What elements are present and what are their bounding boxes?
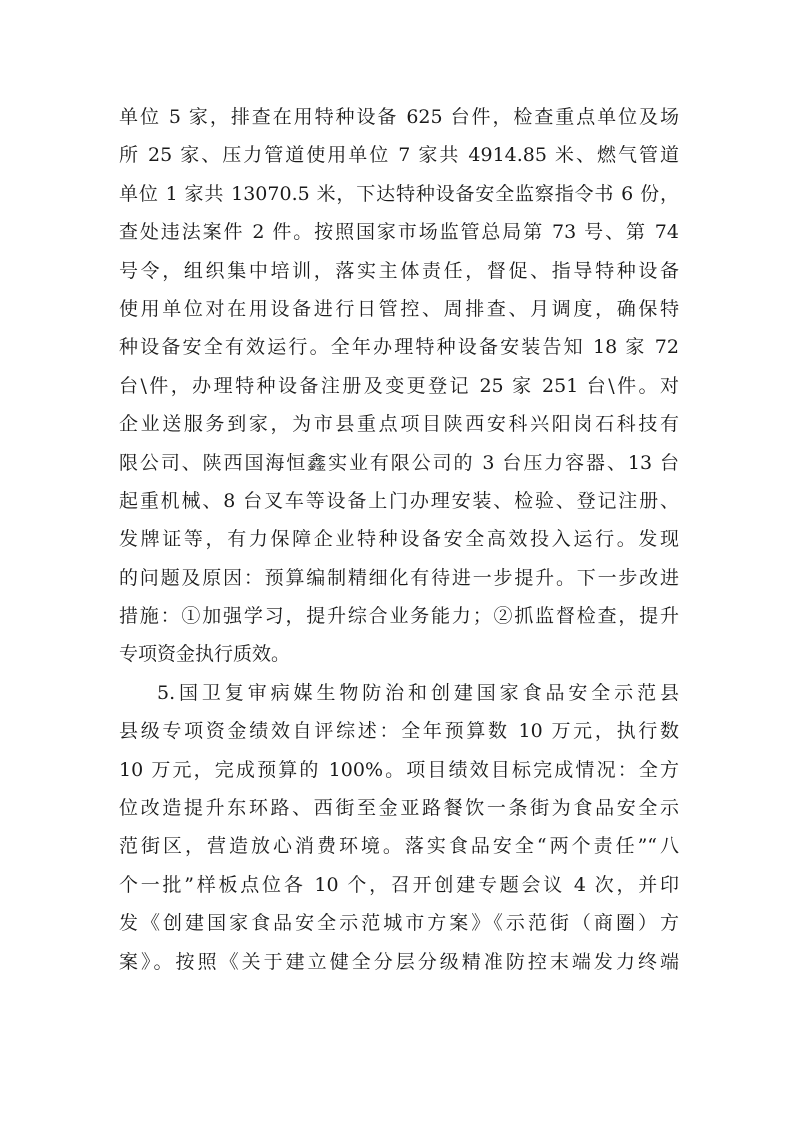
text-line: 单位 5 家，排查在用特种设备 625 台件，检查重点单位及场 [119,106,679,128]
text-line: 的问题及原因：预算编制精细化有待进一步提升。下一步改进 [119,566,679,589]
text-line: 单位 1 家共 13070.5 米，下达特种设备安全监察指令书 6 份， [119,182,679,205]
text-line: 范街区，营造放心消费环境。落实食品安全“两个责任”“八 [119,835,679,858]
text-line: 位改造提升东环路、西街至金亚路餐饮一条街为食品安全示 [119,797,679,820]
text-line: 5.国卫复审病媒生物防治和创建国家食品安全示范县 [157,681,679,704]
text-line: 县级专项资金绩效自评综述：全年预算数 10 万元，执行数 [119,720,679,743]
text-line: 号令，组织集中培训，落实主体责任，督促、指导特种设备 [119,259,679,282]
text-line: 发牌证等，有力保障企业特种设备安全高效投入运行。发现 [119,528,679,551]
text-line: 所 25 家、压力管道使用单位 7 家共 4914.85 米、燃气管道 [119,144,679,167]
document-page [119,98,679,981]
text-line: 专项资金执行质效。 [119,643,291,666]
text-line: 10 万元，完成预算的 100%。项目绩效目标完成情况：全方 [119,758,679,781]
text-line: 种设备安全有效运行。全年办理特种设备安装告知 18 家 72 [119,336,679,359]
text-line: 发《创建国家食品安全示范城市方案》《示范街（商圈）方 [119,912,679,935]
text-line: 限公司、陕西国海恒鑫实业有限公司的 3 台压力容器、13 台 [119,451,679,474]
text-line: 台\件，办理特种设备注册及变更登记 25 家 251 台\件。对 [119,374,679,397]
text-line: 起重机械、8 台叉车等设备上门办理安装、检验、登记注册、 [119,489,679,512]
paragraph-food-safety-fund [119,674,679,981]
text-line: 案》。按照《关于建立健全分层分级精准防控末端发力终端 [119,950,679,973]
paragraph-special-equipment [119,98,679,674]
text-line: 个一批”样板点位各 10 个，召开创建专题会议 4 次，并印 [119,873,679,896]
text-line: 企业送服务到家，为市县重点项目陕西安科兴阳岗石科技有 [119,413,679,436]
text-line: 使用单位对在用设备进行日管控、周排查、月调度，确保特 [119,297,679,320]
text-line: 措施：①加强学习，提升综合业务能力；②抓监督检查，提升 [119,605,679,628]
text-line: 查处违法案件 2 件。按照国家市场监管总局第 73 号、第 74 [119,221,679,244]
